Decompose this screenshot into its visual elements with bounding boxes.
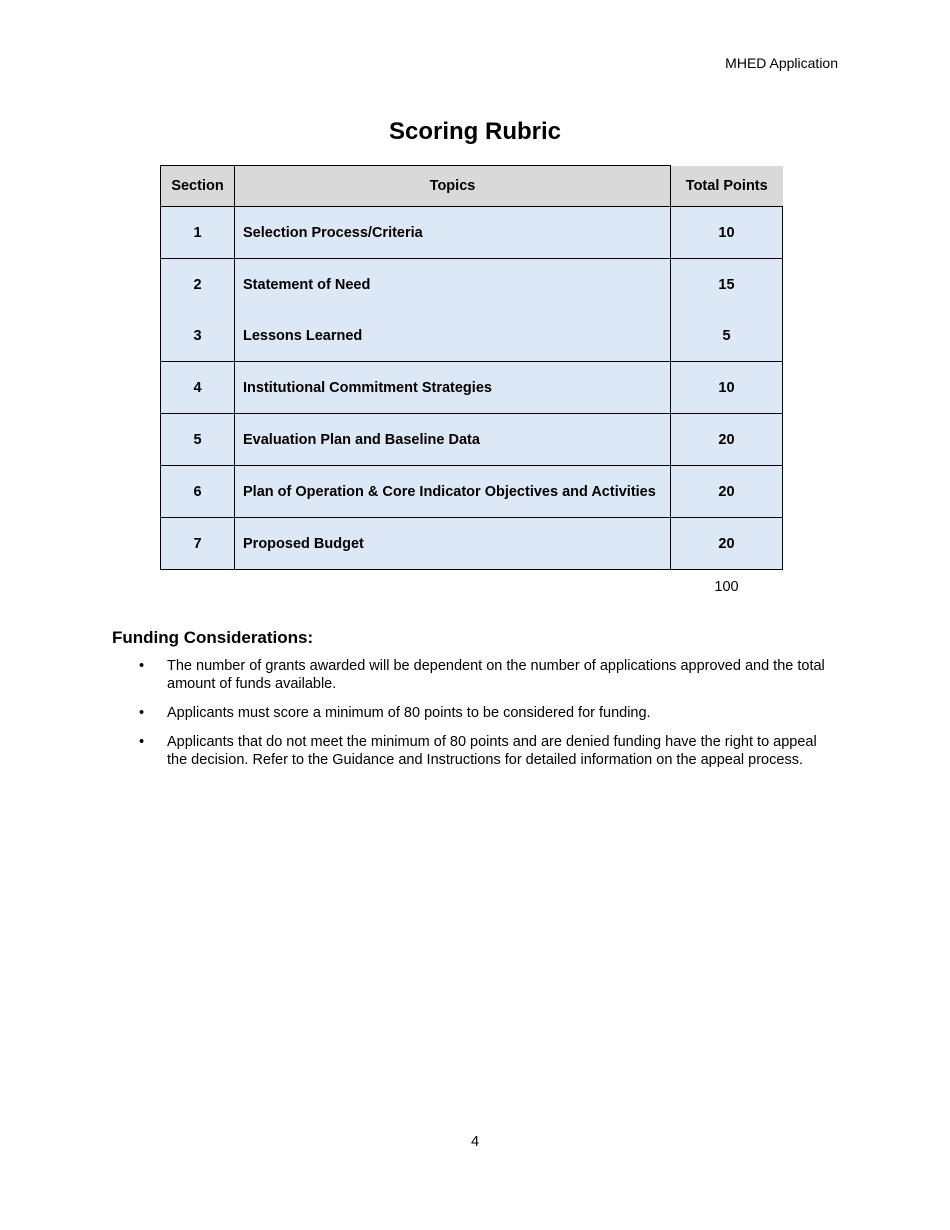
section-number: 4 — [161, 362, 235, 414]
list-item — [112, 733, 840, 769]
section-number: 1 — [161, 207, 235, 259]
section-number: 2 — [161, 259, 235, 311]
topic-points: 20 — [671, 466, 783, 518]
bullet-icon: • — [139, 658, 145, 674]
topic-name: Proposed Budget — [235, 518, 671, 570]
page-number: 4 — [470, 1134, 480, 1150]
funding-considerations-list — [112, 657, 840, 780]
section-number: 3 — [161, 310, 235, 362]
topic-points: 10 — [671, 362, 783, 414]
table-header-row — [161, 166, 783, 207]
column-header-section: Section — [161, 166, 235, 207]
topic-name: Plan of Operation & Core Indicator Objectives and Activities — [235, 466, 671, 518]
table-row — [161, 207, 783, 259]
list-item-text: Applicants must score a minimum of 80 points to be considered for funding. — [167, 705, 651, 721]
scoring-rubric-table — [160, 165, 783, 570]
section-number: 6 — [161, 466, 235, 518]
topic-name: Institutional Commitment Strategies — [235, 362, 671, 414]
table-row — [161, 310, 783, 362]
page-title: Scoring Rubric — [388, 118, 562, 145]
column-header-total-points: Total Points — [671, 166, 783, 207]
table-row — [161, 414, 783, 466]
table-row — [161, 518, 783, 570]
list-item-text: The number of grants awarded will be dependent on the number of applications approved and the total amount of funds available. — [167, 658, 825, 692]
table-row — [161, 466, 783, 518]
list-item — [112, 704, 840, 722]
bullet-icon: • — [139, 705, 145, 721]
funding-considerations-heading: Funding Considerations: — [112, 628, 314, 647]
topic-points: 20 — [671, 518, 783, 570]
topic-name: Selection Process/Criteria — [235, 207, 671, 259]
section-number: 7 — [161, 518, 235, 570]
section-number: 5 — [161, 414, 235, 466]
list-item-text: Applicants that do not meet the minimum of 80 points and are denied funding have the right to appeal the decision. Refer to the Guidance and Instructions for detailed information on the appeal process. — [167, 734, 817, 768]
topic-name: Statement of Need — [235, 259, 671, 311]
column-header-topics: Topics — [235, 166, 671, 207]
total-points: 100 — [714, 579, 739, 595]
topic-points: 5 — [671, 310, 783, 362]
running-header: MHED Application — [725, 55, 838, 71]
topic-points: 20 — [671, 414, 783, 466]
topic-points: 15 — [671, 259, 783, 311]
table-row — [161, 259, 783, 311]
bullet-icon: • — [139, 734, 145, 750]
topic-points: 10 — [671, 207, 783, 259]
table-row — [161, 362, 783, 414]
topic-name: Lessons Learned — [235, 310, 671, 362]
list-item — [112, 657, 840, 693]
topic-name: Evaluation Plan and Baseline Data — [235, 414, 671, 466]
